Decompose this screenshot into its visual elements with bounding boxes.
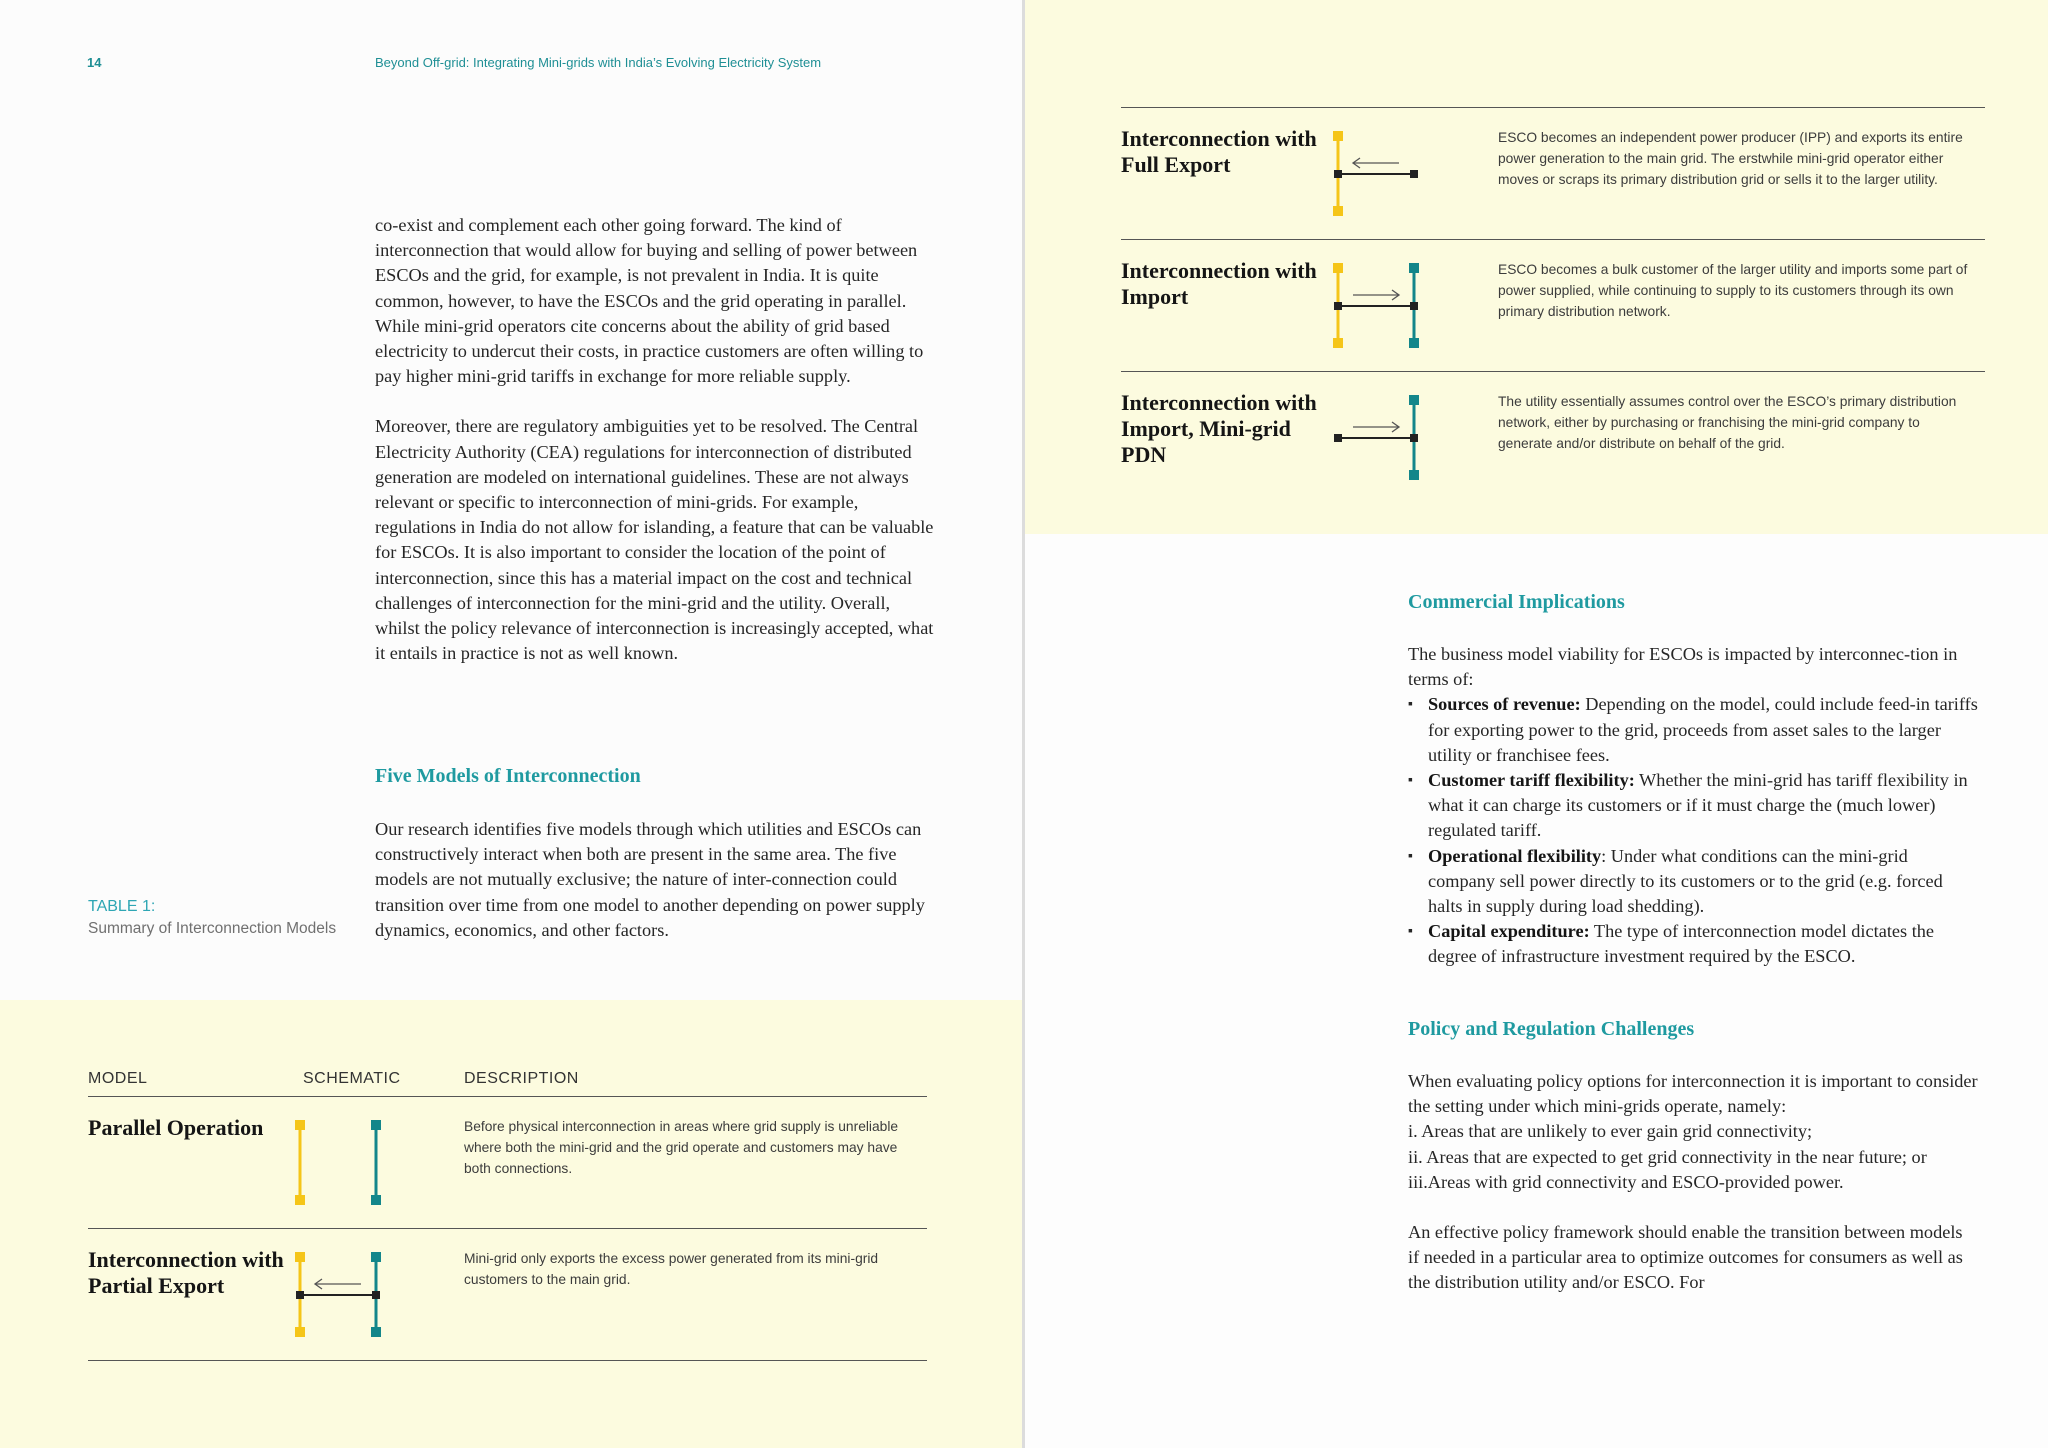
paragraph: Moreover, there are regulatory ambiguities yet to be resolved. The Central Electricity Authority (CEA) regulations for interconnection of distributed generation are modeled on international guidelines. These are not always relevant or specific to interconnection of mini-grids. For example, regulations in India do not allow for islanding, a feature that can be valuable for ESCOs. It is also important to consider the location of the point of interconnection, since this has a material impact on the cost and technical challenges of interconnection for the mini-grid and the utility. Overall, whilst the policy relevance of interconnection is increasingly accepted, what it entails in practice is not as well known. [375,416,934,664]
right-page [1025,0,2048,1448]
column-header-model: MODEL [88,1070,148,1087]
paragraph: An effective policy framework should enable the transition between models if needed in a particular area to optimize outcomes for consumers as well as the distribution utility and/or ESCO. For [1408,1222,1963,1293]
commercial-list [1408,692,1978,969]
list-item-text: The type of interconnection model dictates the degree of infrastructure investment required by the ESCO. [1428,921,1935,967]
model-name: Interconnection with Import, Mini-grid PDN [1121,390,1317,467]
five-models-heading: Five Models of Interconnection [375,765,641,787]
model-description: Before physical interconnection in areas where grid supply is unreliable where both the mini-grid and the grid operate and customers may have both connections. [464,1119,899,1176]
import-pdn-schematic [1333,390,1443,485]
running-title: Beyond Off-grid: Integrating Mini-grids with India’s Evolving Electricity System [375,55,822,70]
five-models-text [375,817,935,968]
model-name: Interconnection with Import [1121,258,1317,309]
model-name: Interconnection with Partial Export [88,1247,284,1298]
model-name: Interconnection with Full Export [1121,126,1317,177]
model-description: The utility essentially assumes control over the ESCO’s primary distribution network, either by purchasing or franchising the mini-grid company to generate and/or distribute on behalf of the grid. [1498,394,1957,451]
full-export-schematic [1333,126,1443,221]
left-page [0,0,1022,1448]
model-name: Parallel Operation [88,1115,264,1140]
list-item [1408,768,1978,844]
table-band-left [0,1000,1022,1448]
list-item-term: Capital expenditure: [1428,921,1590,942]
table-header-rule [88,1096,927,1097]
paragraph: Our research identifies five models through which utilities and ESCOs can constructively interact when both are present in the same area. The five models are not mutually exclusive; the nature of inter-connection could transition over time from one model to another depending on power supply dynamics, economics, and other factors. [375,819,925,940]
model-description: ESCO becomes a bulk customer of the larger utility and imports some part of power supplied, while continuing to supply to its customers through its own primary distribution network. [1498,262,1968,319]
list-item-term: Operational flexibility [1428,845,1602,866]
list-item: iii.Areas with grid connectivity and ESCO-provided power. [1408,1171,1844,1192]
table-caption [88,898,336,938]
table-row-rule [88,1360,927,1361]
list-item-text: : Under what conditions can the mini-grid company sell power directly to its customers or to the grid (e.g. forced halts in supply during load shedding). [1428,845,1943,917]
list-item-text: Depending on the model, could include feed-in tariffs for exporting power to the grid, proceeds from asset sales to the larger utility or franchisee fees. [1428,694,1978,765]
model-description: Mini-grid only exports the excess power generated from its mini-grid customers to the main grid. [464,1251,879,1287]
commercial-section [1408,642,1978,970]
table-top-rule [1121,107,1985,108]
list-item [1408,692,1978,768]
list-item-term: Sources of revenue: [1428,694,1581,715]
table-caption-title: Summary of Interconnection Models [88,920,337,937]
table-caption-label: TABLE 1: [88,898,156,915]
commercial-heading: Commercial Implications [1408,591,1625,613]
parallel-operation-schematic [295,1115,405,1205]
policy-heading: Policy and Regulation Challenges [1408,1018,1695,1040]
page-number: 14 [87,55,102,70]
column-header-schematic: SCHEMATIC [303,1070,401,1087]
intro-text [375,213,935,691]
model-description: ESCO becomes an independent power producer (IPP) and exports its entire power generation to the main grid. The erstwhile mini-grid operator either moves or scraps its primary distribution grid or sells it to the larger utility. [1498,130,1963,187]
import-schematic [1333,258,1443,353]
list-item-text: Whether the mini-grid has tariff flexibility in what it can charge its customers or if it must charge the (much lower) regulated tariff. [1428,770,1968,841]
column-header-description: DESCRIPTION [464,1070,579,1087]
policy-section [1408,1069,1978,1321]
table-row-rule [1121,371,1985,372]
list-item: i. Areas that are unlikely to ever gain grid connectivity; [1408,1121,1813,1142]
paragraph: When evaluating policy options for interconnection it is important to consider the setting under which mini-grids operate, namely: [1408,1071,1978,1117]
partial-export-schematic [295,1247,405,1342]
list-item: ii. Areas that are expected to get grid connectivity in the near future; or [1408,1146,1927,1167]
paragraph: co-exist and complement each other going forward. The kind of interconnection that would allow for buying and selling of power between ESCOs and the grid, for example, is not prevalent in India. It is quite common, however, to have the ESCOs and the grid operating in parallel. While mini-grid operators cite concerns about the ability of grid based electricity to undercut their costs, in practice customers are often willing to pay higher mini-grid tariffs in exchange for more reliable supply. [375,215,924,387]
table-row-rule [88,1228,927,1229]
paragraph: The business model viability for ESCOs is impacted by interconnec-tion in terms of: [1408,644,1958,690]
list-item [1408,844,1978,920]
table-row-rule [1121,239,1985,240]
list-item-term: Customer tariff flexibility: [1428,770,1635,791]
list-item [1408,919,1978,969]
